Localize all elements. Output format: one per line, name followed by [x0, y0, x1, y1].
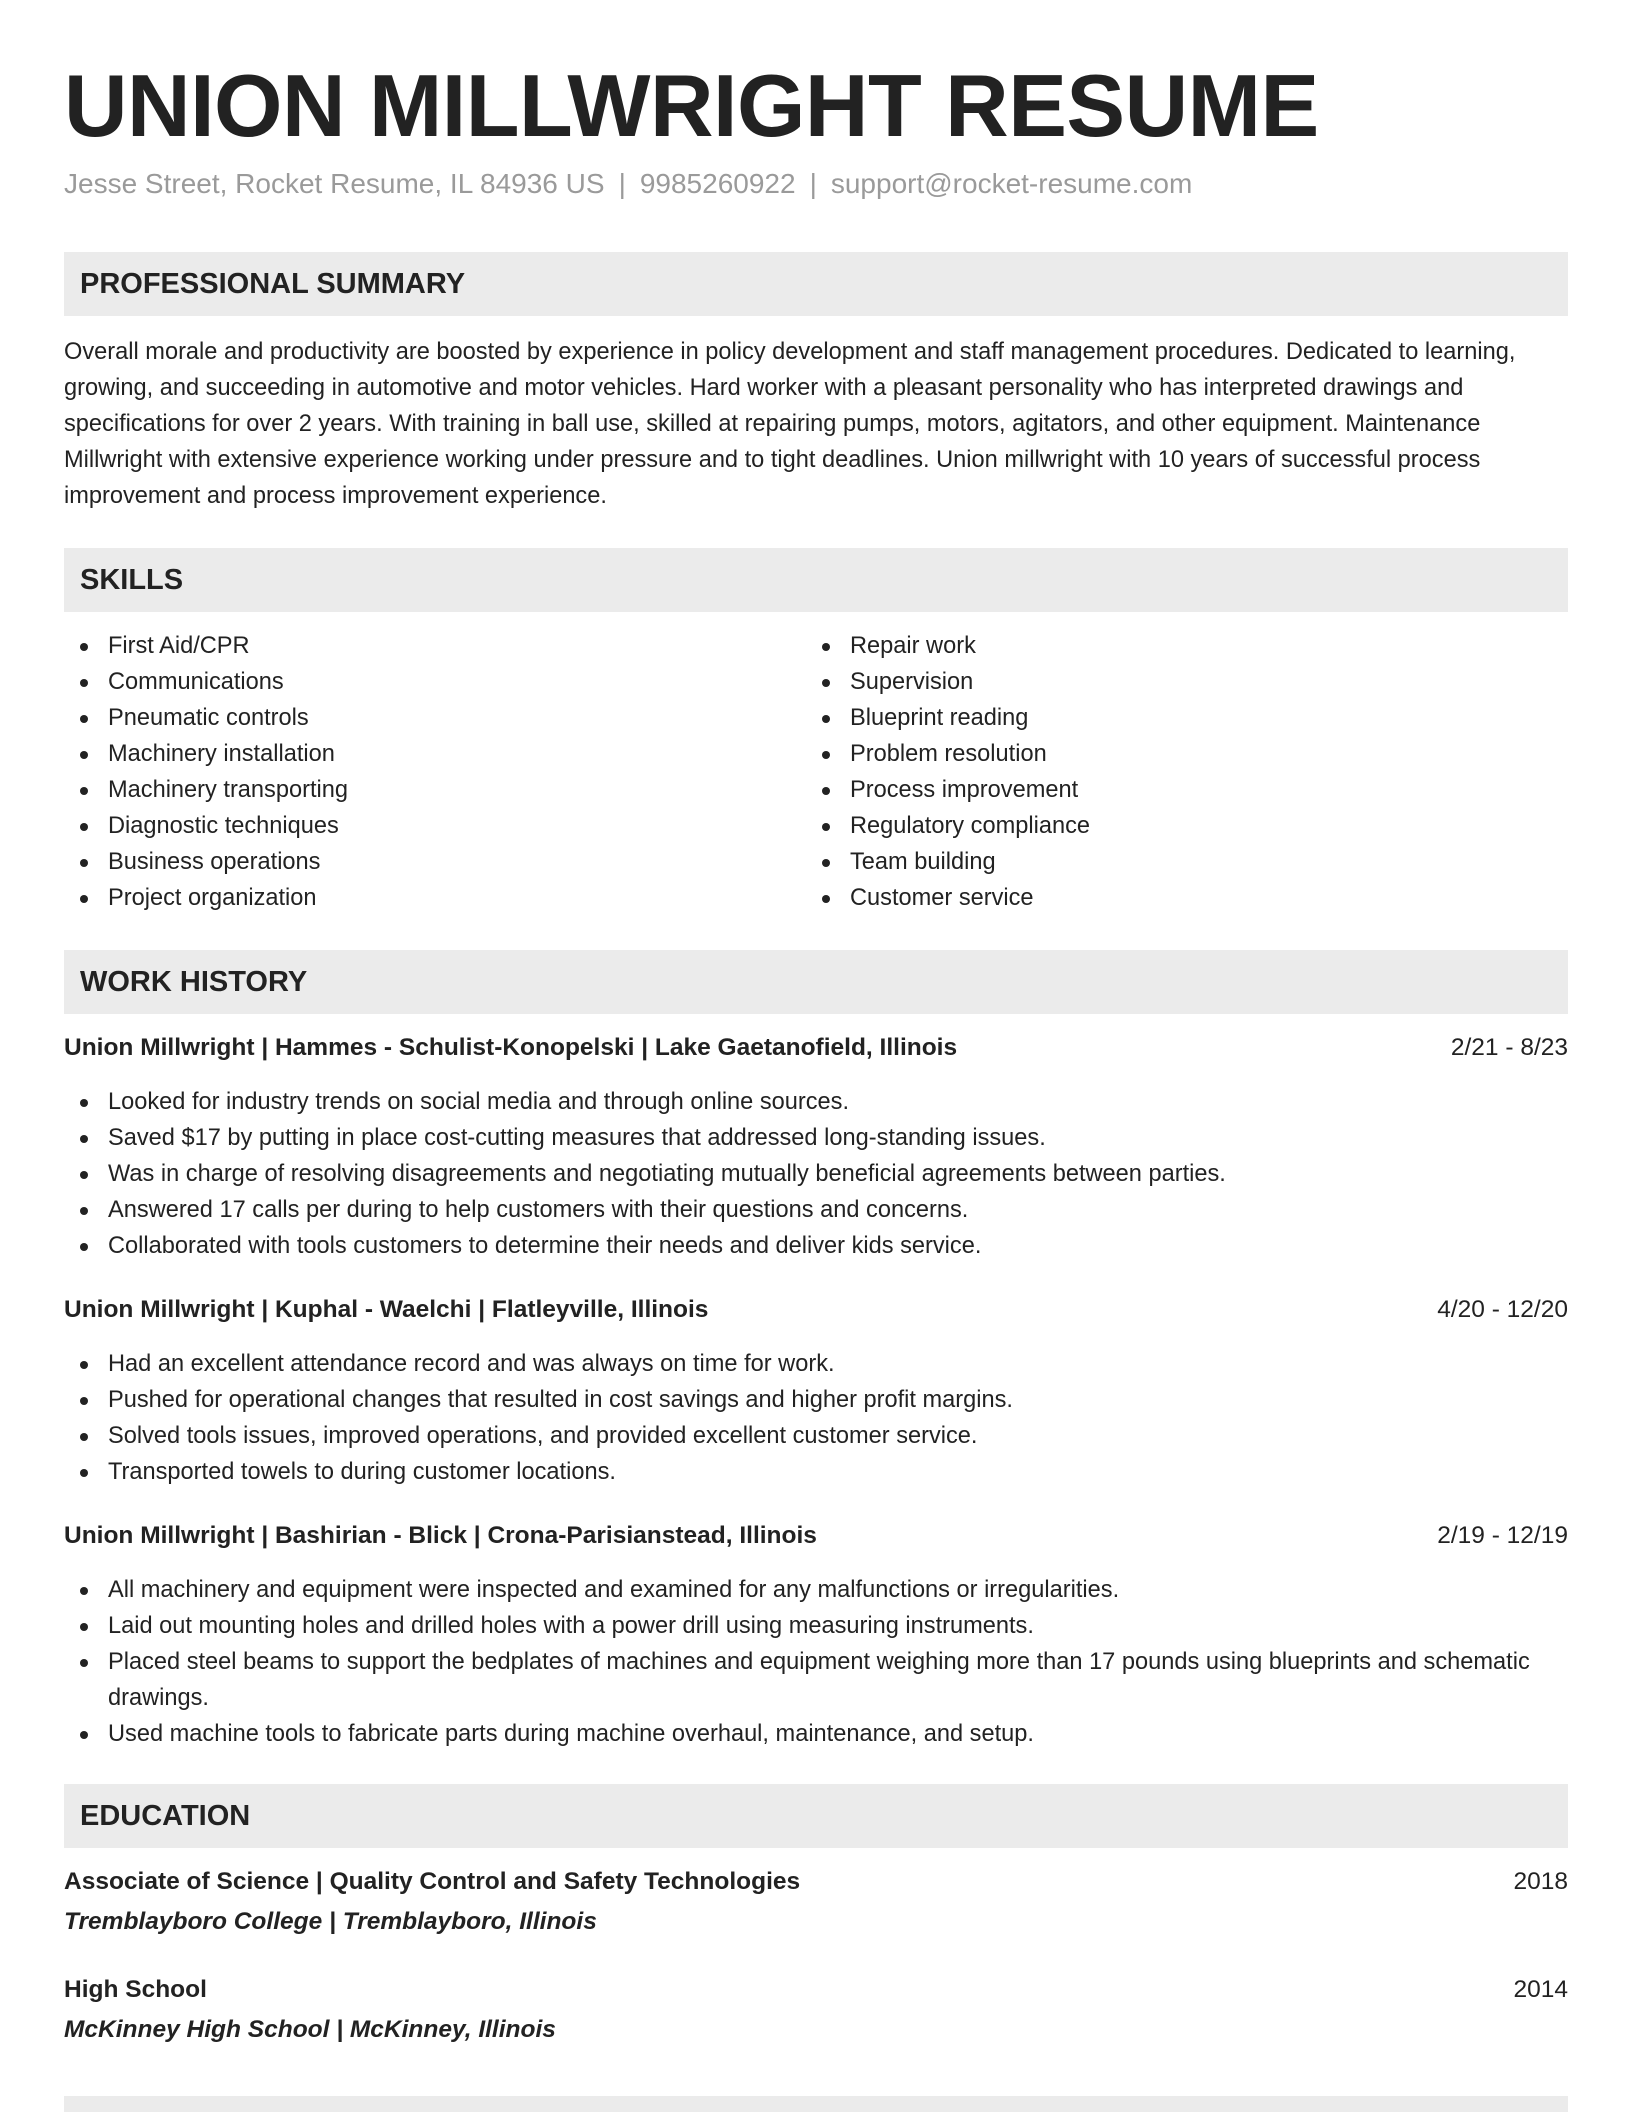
job-dates: 2/21 - 8/23: [1450, 1034, 1568, 1061]
skills-column-left: [64, 628, 806, 916]
skill-item: Machinery transporting: [64, 772, 806, 808]
skill-item: Customer service: [806, 880, 1548, 916]
education-school: McKinney High School | McKinney, Illinois: [64, 2016, 556, 2043]
education-entry: [64, 1864, 1568, 1940]
education-row: [64, 1864, 1568, 1900]
skill-item: Pneumatic controls: [64, 700, 806, 736]
skills-column-right: [806, 628, 1548, 916]
job-bullets: [64, 1084, 1568, 1264]
job-bullet: Placed steel beams to support the bedplates of machines and equipment weighing more than 17 pounds using blueprints and schematic drawings.: [64, 1644, 1568, 1716]
job-title: Union Millwright | Kuphal - Waelchi | Flatleyville, Illinois: [64, 1296, 709, 1323]
job-bullet: Saved $17 by putting in place cost-cutting measures that addressed long-standing issues.: [64, 1120, 1568, 1156]
skills-heading: SKILLS: [64, 548, 1568, 612]
contact-line: [64, 166, 1568, 202]
contact-separator: |: [618, 168, 626, 199]
job-bullet: Laid out mounting holes and drilled holes with a power drill using measuring instruments.: [64, 1608, 1568, 1644]
education-heading: EDUCATION: [64, 1784, 1568, 1848]
skill-item: Supervision: [806, 664, 1548, 700]
resume-page: [64, 0, 1568, 2048]
skill-item: Regulatory compliance: [806, 808, 1548, 844]
skill-item: Project organization: [64, 880, 806, 916]
skills-list: [64, 628, 1568, 916]
job-bullet: Answered 17 calls per during to help customers with their questions and concerns.: [64, 1192, 1568, 1228]
education-entry: [64, 1972, 1568, 2048]
job-bullet: All machinery and equipment were inspected and examined for any malfunctions or irregularities.: [64, 1572, 1568, 1608]
job-bullet: Looked for industry trends on social media and through online sources.: [64, 1084, 1568, 1120]
job-bullet: Used machine tools to fabricate parts during machine overhaul, maintenance, and setup.: [64, 1716, 1568, 1752]
next-section-heading-bar: [64, 2096, 1568, 2112]
job-bullets: [64, 1572, 1568, 1752]
contact-separator: |: [809, 168, 817, 199]
job-entry: [64, 1292, 1568, 1490]
education-year: 2018: [1513, 1868, 1568, 1895]
job-entry: [64, 1518, 1568, 1752]
skill-item: Diagnostic techniques: [64, 808, 806, 844]
skill-item: Blueprint reading: [806, 700, 1548, 736]
job-title: Union Millwright | Hammes - Schulist-Konopelski | Lake Gaetanofield, Illinois: [64, 1034, 958, 1061]
work-history-heading: WORK HISTORY: [64, 950, 1568, 1014]
job-bullet: Was in charge of resolving disagreements and negotiating mutually beneficial agreements between parties.: [64, 1156, 1568, 1192]
skill-item: Business operations: [64, 844, 806, 880]
skill-item: Team building: [806, 844, 1548, 880]
skill-item: Machinery installation: [64, 736, 806, 772]
job-title-row: [64, 1292, 1568, 1328]
job-bullet: Solved tools issues, improved operations, and provided excellent customer service.: [64, 1418, 1568, 1454]
job-bullet: Transported towels to during customer locations.: [64, 1454, 1568, 1490]
job-bullet: Collaborated with tools customers to determine their needs and deliver kids service.: [64, 1228, 1568, 1264]
skill-item: Process improvement: [806, 772, 1548, 808]
job-bullet: Had an excellent attendance record and was always on time for work.: [64, 1346, 1568, 1382]
job-bullet: Pushed for operational changes that resulted in cost savings and higher profit margins.: [64, 1382, 1568, 1418]
skill-item: First Aid/CPR: [64, 628, 806, 664]
job-entry: [64, 1030, 1568, 1264]
education-degree: Associate of Science | Quality Control and Safety Technologies: [64, 1868, 801, 1895]
education-school: Tremblayboro College | Tremblayboro, Illinois: [64, 1908, 597, 1935]
skill-item: Repair work: [806, 628, 1548, 664]
education-year: 2014: [1513, 1976, 1568, 2003]
skill-item: Problem resolution: [806, 736, 1548, 772]
job-title: Union Millwright | Bashirian - Blick | Crona-Parisianstead, Illinois: [64, 1522, 817, 1549]
contact-email: support@rocket-resume.com: [830, 168, 1193, 199]
job-bullets: [64, 1346, 1568, 1490]
education-row: [64, 1972, 1568, 2008]
job-title-row: [64, 1518, 1568, 1554]
resume-title: UNION MILLWRIGHT RESUME: [64, 56, 1319, 155]
skill-item: Communications: [64, 664, 806, 700]
education-degree: High School: [64, 1976, 207, 2003]
job-title-row: [64, 1030, 1568, 1066]
contact-phone: 9985260922: [639, 168, 796, 199]
summary-heading: PROFESSIONAL SUMMARY: [64, 252, 1568, 316]
job-dates: 4/20 - 12/20: [1437, 1296, 1568, 1323]
job-dates: 2/19 - 12/19: [1437, 1522, 1568, 1549]
summary-text: Overall morale and productivity are boosted by experience in policy development and staff management procedures. Dedicated to learning, growing, and succeeding in automotive and motor vehicles. Hard worker with a pleasant personality who has interpreted drawings and specifications for over 2 years. With training in ball use, skilled at repairing pumps, motors, agitators, and other equipment. Maintenance Millwright with extensive experience working under pressure and to tight deadlines. Union millwright with 10 years of successful process improvement and process improvement experience.: [64, 339, 1516, 509]
contact-address: Jesse Street, Rocket Resume, IL 84936 US: [64, 168, 605, 199]
